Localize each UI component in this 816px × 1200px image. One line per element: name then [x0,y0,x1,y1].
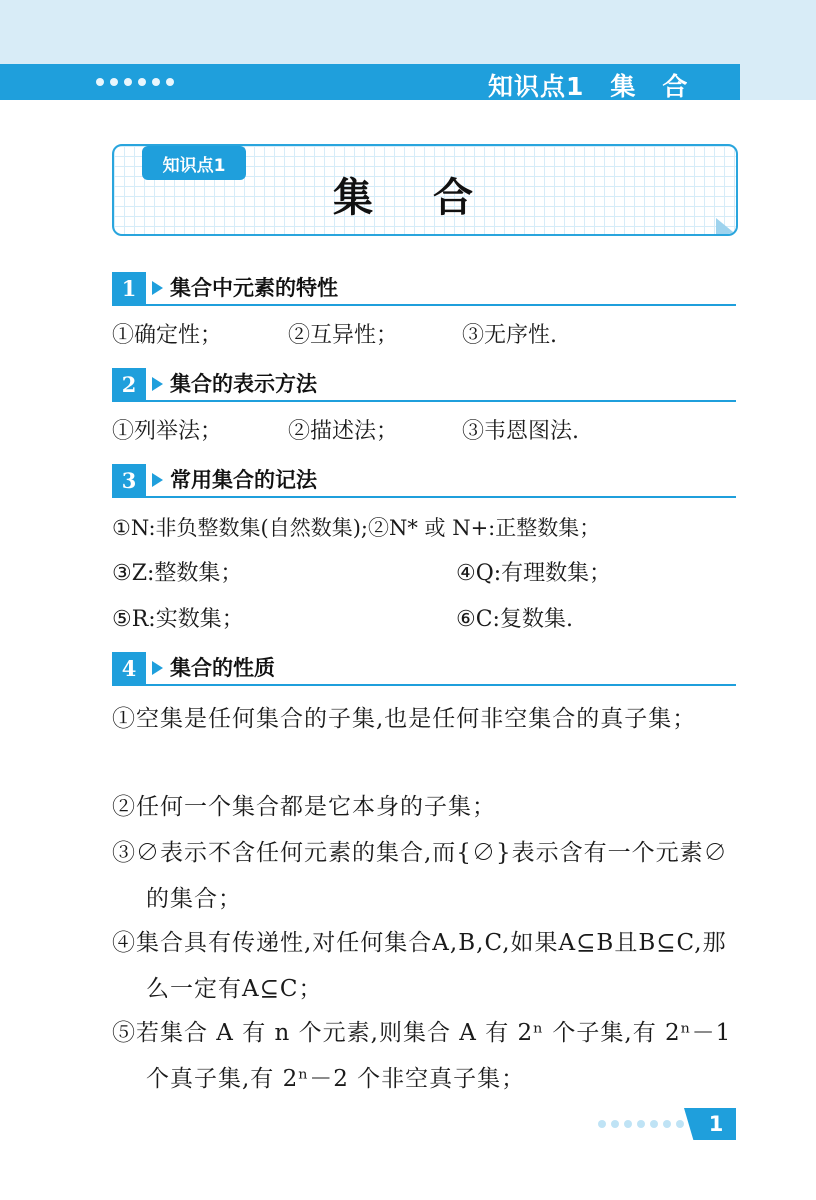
section-title: 集合的性质 [170,656,275,680]
list-item: ②互异性； [288,323,399,348]
triangle-arrow-icon [152,661,163,675]
notation-item: ③Z:整数集； [112,561,243,586]
section-title: 常用集合的记法 [170,468,317,492]
header-dots [96,78,174,86]
triangle-arrow-icon [152,377,163,391]
section-number: 4 [112,652,146,684]
list-item: ①列举法； [112,419,223,444]
property-paragraph: ④集合具有传递性,对任何集合A,B,C,如果A⊆B且B⊆C,那么一定有A⊆C； [112,930,727,1002]
section-number: 3 [112,464,146,496]
section-title: 集合中元素的特性 [170,276,338,300]
section-heading-4 [112,652,736,686]
notation-item: ⑤R:实数集； [112,607,244,632]
list-item: ③韦恩图法. [462,419,579,444]
list-item: ①确定性； [112,323,223,348]
notation-item: ④Q:有理数集； [456,561,612,586]
notation-item: ⑥C:复数集. [456,607,573,632]
property-paragraph: ②任何一个集合都是它本身的子集； [112,794,496,820]
triangle-arrow-icon [152,473,163,487]
list-item: ③无序性. [462,323,557,348]
section-number: 2 [112,368,146,400]
property-paragraph: ③∅表示不含任何元素的集合,而{∅}表示含有一个元素∅的集合； [112,840,728,912]
header-title: 知识点1 集 合 [488,72,689,101]
section-heading-1 [112,272,736,306]
header-tab [740,64,816,100]
property-paragraph: ⑤若集合 A 有 n 个元素,则集合 A 有 2ⁿ 个子集,有 2ⁿ－1个真子集,有 2ⁿ－2 个非空真子集； [112,1020,732,1092]
card-title: 集 合 [333,174,483,221]
property-paragraph: ①空集是任何集合的子集,也是任何非空集合的真子集； [112,706,697,732]
top-band [0,0,816,64]
section-heading-2 [112,368,736,402]
section-title: 集合的表示方法 [170,372,317,396]
page-number: 1 [708,1112,724,1136]
section-number: 1 [112,272,146,304]
card-badge: 知识点1 [142,146,246,180]
notation-row: ①N:非负整数集(自然数集);②N* 或 N+:正整数集； [112,516,601,540]
section-heading-3 [112,464,736,498]
list-item: ②描述法； [288,419,399,444]
triangle-arrow-icon [152,281,163,295]
